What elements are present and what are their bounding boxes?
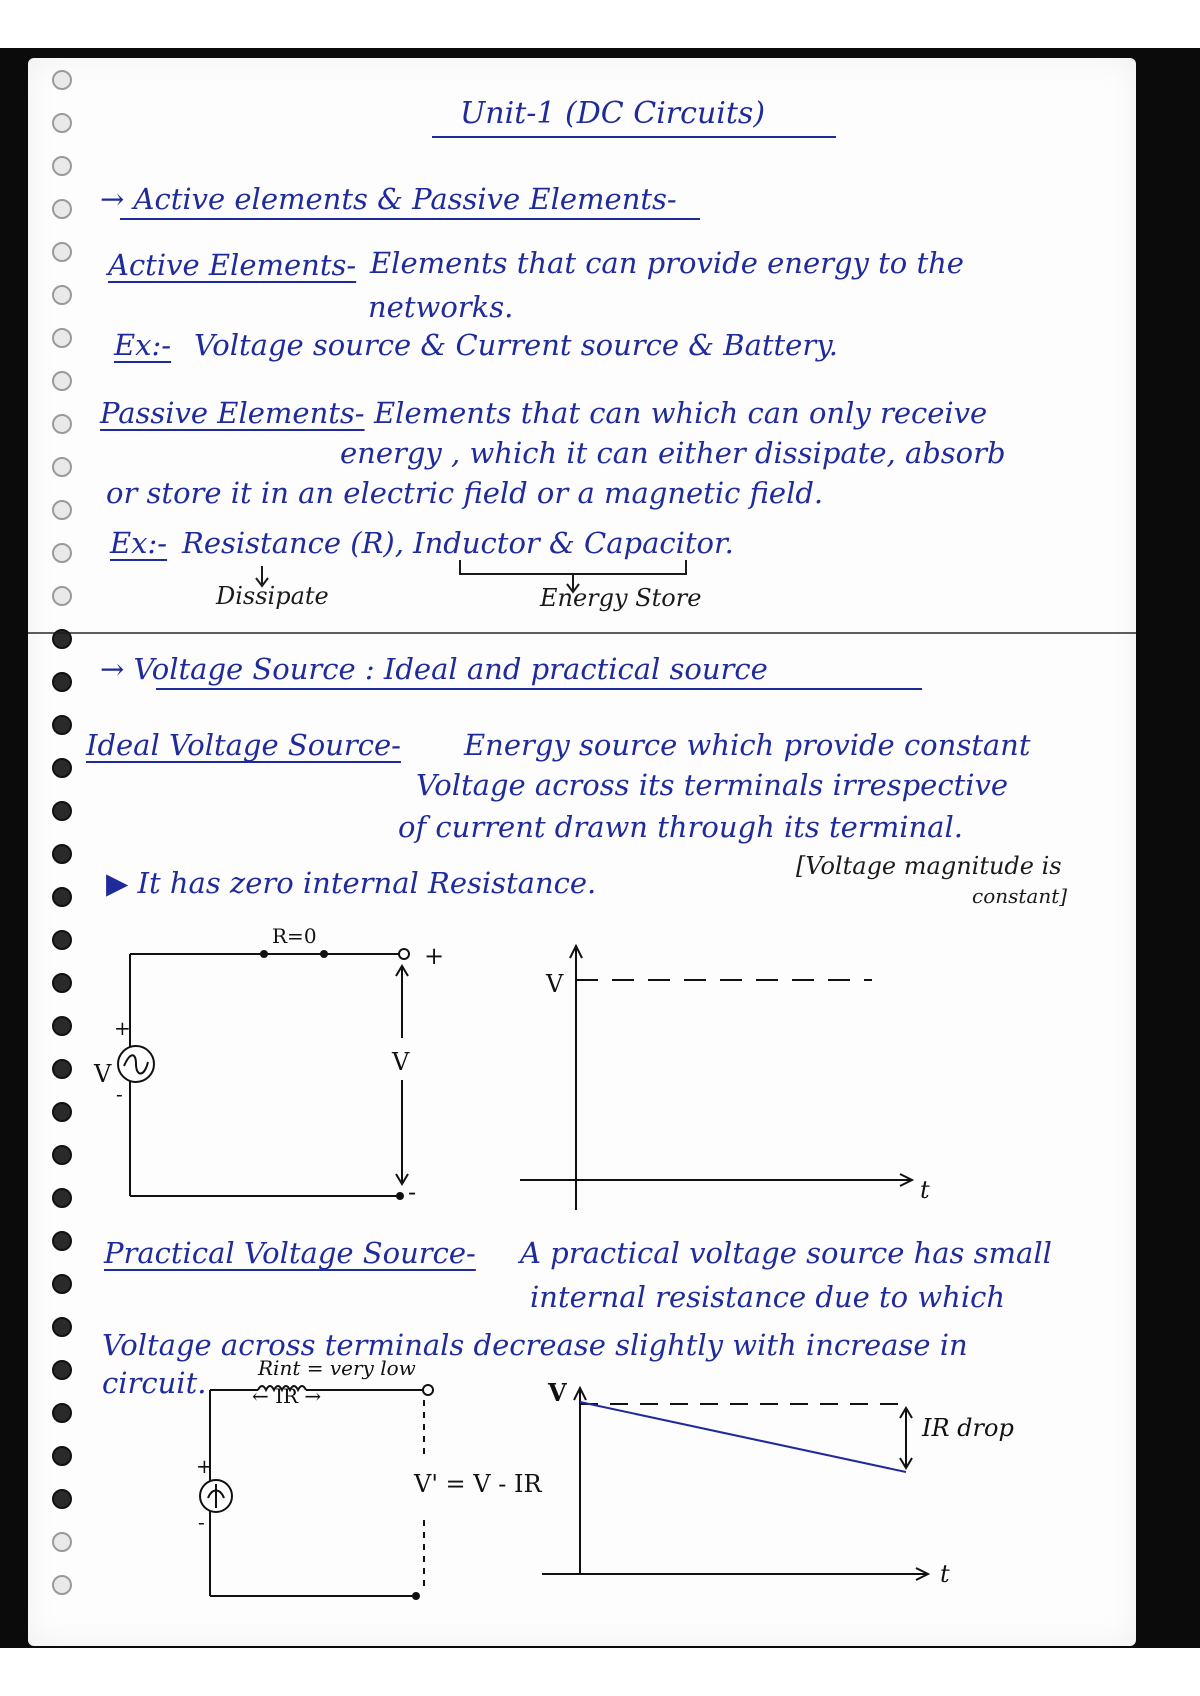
active-example-label: Ex:- xyxy=(114,328,172,362)
ideal-source-v: V xyxy=(94,1060,112,1088)
ideal-definition-line1: Energy source which provide constant xyxy=(464,728,1031,762)
active-example: Voltage source & Current source & Battery. xyxy=(194,328,838,362)
practical-source-minus: - xyxy=(198,1510,205,1534)
ideal-r-label: R=0 xyxy=(272,924,317,948)
spiral-hole xyxy=(52,887,72,907)
ideal-voltage-graph xyxy=(500,940,940,1220)
spiral-hole xyxy=(52,1360,72,1380)
passive-example-label: Ex:- xyxy=(110,526,168,560)
spiral-hole xyxy=(52,1145,72,1165)
ideal-graph-x-label: t xyxy=(920,1176,930,1204)
ideal-definition-line2: Voltage across its terminals irrespective xyxy=(416,768,1009,802)
practical-definition-line1: A practical voltage source has small xyxy=(520,1236,1052,1270)
practical-definition-line2: internal resistance due to which xyxy=(530,1280,1006,1314)
spiral-hole xyxy=(52,1489,72,1509)
spiral-hole xyxy=(52,1059,72,1079)
active-elements-label: Active Elements- xyxy=(108,248,357,282)
ideal-terminal-minus: - xyxy=(408,1178,417,1206)
practical-terminal-voltage: V' = V - IR xyxy=(414,1470,542,1498)
ideal-definition-line3: of current drawn through its terminal. xyxy=(398,810,963,844)
spiral-hole xyxy=(52,1575,72,1595)
spiral-hole xyxy=(52,1274,72,1294)
spiral-hole xyxy=(52,1188,72,1208)
section2-heading: → Voltage Source : Ideal and practical source xyxy=(100,652,768,686)
practical-graph-y-label: V xyxy=(548,1378,567,1407)
page-title: Unit-1 (DC Circuits) xyxy=(460,96,766,131)
practical-circuit-diagram xyxy=(180,1380,450,1620)
practical-definition-line4: circuit. xyxy=(102,1366,207,1400)
ideal-terminal-voltage: V xyxy=(392,1048,410,1076)
spiral-hole xyxy=(52,758,72,778)
practical-ir-label: ← IR → xyxy=(252,1384,322,1408)
spiral-hole xyxy=(52,715,72,735)
spiral-hole xyxy=(52,1231,72,1251)
ideal-note-line2: constant] xyxy=(972,884,1068,908)
section1-heading: → Active elements & Passive Elements- xyxy=(100,182,677,216)
spiral-hole xyxy=(52,1446,72,1466)
passive-definition-line1: Elements that can which can only receive xyxy=(374,396,988,430)
spiral-hole xyxy=(52,973,72,993)
example-annotation-arrows xyxy=(0,0,1200,640)
spiral-hole xyxy=(52,1532,72,1552)
practical-definition-line3: Voltage across terminals decrease slightly with increase in xyxy=(102,1328,968,1362)
passive-example: Resistance (R), Inductor & Capacitor. xyxy=(182,526,734,560)
ideal-source-label: Ideal Voltage Source- xyxy=(86,728,401,762)
ideal-terminal-plus: + xyxy=(424,942,445,970)
passive-elements-label: Passive Elements- xyxy=(100,396,365,430)
spiral-hole xyxy=(52,1102,72,1122)
ideal-zero-resistance-point: ▶ It has zero internal Resistance. xyxy=(106,866,597,900)
photo-background-bottom xyxy=(0,1648,1200,1696)
spiral-hole xyxy=(52,1016,72,1036)
ideal-graph-y-label: V xyxy=(546,970,564,998)
spiral-hole xyxy=(52,672,72,692)
ir-drop-label: IR drop xyxy=(922,1414,1014,1442)
practical-voltage-graph xyxy=(540,1382,960,1592)
practical-source-label: Practical Voltage Source- xyxy=(104,1236,476,1270)
ideal-source-minus: - xyxy=(116,1082,123,1106)
section-divider xyxy=(28,632,1136,634)
ideal-source-plus: + xyxy=(114,1016,131,1040)
practical-source-plus: + xyxy=(196,1454,213,1478)
spiral-hole xyxy=(52,801,72,821)
energy-store-note: Energy Store xyxy=(540,584,702,612)
spiral-hole xyxy=(52,1403,72,1423)
active-definition-line2: networks. xyxy=(368,290,514,324)
passive-definition-line2: energy , which it can either dissipate, absorb xyxy=(340,436,1006,470)
ideal-note-line1: [Voltage magnitude is xyxy=(796,852,1062,880)
active-definition-line1: Elements that can provide energy to the xyxy=(370,246,964,280)
section2-underline xyxy=(156,688,922,690)
practical-rint-label: Rint = very low xyxy=(258,1356,416,1380)
practical-graph-x-label: t xyxy=(940,1560,950,1588)
passive-definition-line3: or store it in an electric field or a magnetic field. xyxy=(106,476,824,510)
dissipate-note: Dissipate xyxy=(216,582,329,610)
spiral-hole xyxy=(52,930,72,950)
spiral-hole xyxy=(52,1317,72,1337)
spiral-hole xyxy=(52,844,72,864)
